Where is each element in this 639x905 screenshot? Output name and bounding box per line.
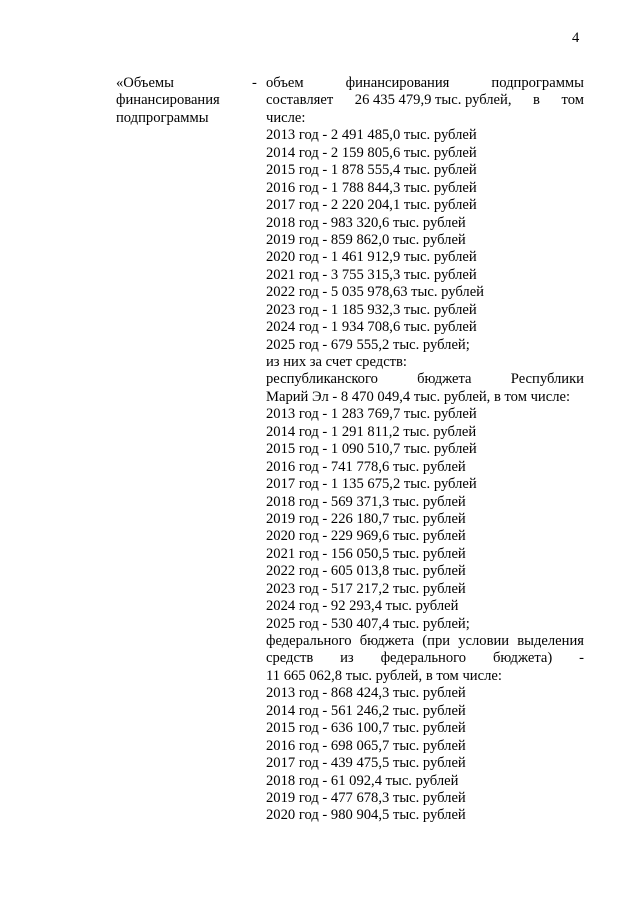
intro-line-1 <box>266 75 584 92</box>
year-amount-line: 2021 год - 3 755 315,3 тыс. рублей <box>266 266 477 283</box>
republican-word: бюджета <box>417 371 472 388</box>
year-amount-line: 2014 год - 561 246,2 тыс. рублей <box>266 702 466 719</box>
federal-word: (при <box>422 633 451 649</box>
label-dash: - <box>252 75 257 91</box>
federal-word: средств <box>266 650 314 667</box>
republican-line-1 <box>266 371 584 388</box>
total-years-list <box>266 127 584 354</box>
year-amount-line: 2015 год - 1 090 510,7 тыс. рублей <box>266 441 477 458</box>
year-amount-line: 2017 год - 2 220 204,1 тыс. рублей <box>266 197 477 214</box>
year-amount-line: 2017 год - 439 475,5 тыс. рублей <box>266 755 466 772</box>
sources-intro: из них за счет средств: <box>266 354 407 370</box>
row-label-line: «Объемы <box>116 75 174 91</box>
year-amount-line: 2019 год - 226 180,7 тыс. рублей <box>266 510 466 527</box>
year-amount-line: 2018 год - 569 371,3 тыс. рублей <box>266 493 466 510</box>
year-amount-line: 2014 год - 2 159 805,6 тыс. рублей <box>266 144 477 161</box>
row-label-line: финансирования <box>116 92 220 109</box>
financing-text-column <box>266 75 584 825</box>
year-amount-line: 2020 год - 229 969,6 тыс. рублей <box>266 528 466 545</box>
federal-word: бюджета) <box>492 650 553 667</box>
year-amount-line: 2024 год - 92 293,4 тыс. рублей <box>266 598 459 615</box>
year-amount-line: 2014 год - 1 291 811,2 тыс. рублей <box>266 423 477 440</box>
year-amount-line: 2021 год - 156 050,5 тыс. рублей <box>266 545 466 562</box>
intro-word: объем <box>266 75 304 91</box>
year-amount-line: 2023 год - 517 217,2 тыс. рублей <box>266 580 466 597</box>
year-amount-line: 2024 год - 1 934 708,6 тыс. рублей <box>266 319 477 336</box>
intro-word: составляет <box>266 92 334 109</box>
year-amount-line: 2018 год - 61 092,4 тыс. рублей <box>266 772 459 789</box>
row-label-column <box>116 75 266 127</box>
federal-word: из <box>340 650 354 667</box>
year-amount-line: 2016 год - 1 788 844,3 тыс. рублей <box>266 179 477 196</box>
federal-word: выделения <box>517 633 584 649</box>
republican-line-2: Марий Эл - 8 470 049,4 тыс. рублей, в том числе: <box>266 388 571 405</box>
year-amount-line: 2020 год - 980 904,5 тыс. рублей <box>266 807 466 824</box>
year-amount-line: 2025 год - 530 407,4 тыс. рублей; <box>266 615 470 632</box>
year-amount-line: 2022 год - 5 035 978,63 тыс. рублей <box>266 284 484 301</box>
year-amount-line: 2018 год - 983 320,6 тыс. рублей <box>266 214 466 231</box>
year-amount-line: 2015 год - 636 100,7 тыс. рублей <box>266 720 466 737</box>
republican-years-list <box>266 406 584 633</box>
federal-line-2 <box>266 650 584 667</box>
intro-line-2 <box>266 92 584 109</box>
intro-word: том <box>561 92 584 109</box>
year-amount-line: 2019 год - 477 678,3 тыс. рублей <box>266 789 466 806</box>
federal-word: - <box>579 650 584 667</box>
republican-word: республиканского <box>266 371 378 388</box>
federal-line-3: 11 665 062,8 тыс. рублей, в том числе: <box>266 667 502 684</box>
page-number: 4 <box>572 30 580 46</box>
intro-word: подпрограммы <box>491 75 584 91</box>
federal-line-1 <box>266 633 584 650</box>
republican-word: Республики <box>510 371 584 388</box>
year-amount-line: 2025 год - 679 555,2 тыс. рублей; <box>266 336 470 353</box>
year-amount-line: 2013 год - 2 491 485,0 тыс. рублей <box>266 127 477 144</box>
federal-word: федерального <box>380 650 467 667</box>
year-amount-line: 2022 год - 605 013,8 тыс. рублей <box>266 563 466 580</box>
intro-word: 26 435 479,9 тыс. рублей, <box>354 92 512 109</box>
row-label-line: подпрограммы <box>116 109 209 126</box>
federal-word: федерального <box>266 633 352 649</box>
year-amount-line: 2017 год - 1 135 675,2 тыс. рублей <box>266 476 477 493</box>
year-amount-line: 2020 год - 1 461 912,9 тыс. рублей <box>266 249 477 266</box>
year-amount-line: 2016 год - 698 065,7 тыс. рублей <box>266 737 466 754</box>
year-amount-line: 2023 год - 1 185 932,3 тыс. рублей <box>266 301 477 318</box>
federal-word: условии <box>458 633 510 649</box>
intro-word: финансирования <box>345 75 450 91</box>
federal-years-list <box>266 685 584 825</box>
year-amount-line: 2013 год - 868 424,3 тыс. рублей <box>266 685 466 702</box>
year-amount-line: 2016 год - 741 778,6 тыс. рублей <box>266 458 466 475</box>
year-amount-line: 2013 год - 1 283 769,7 тыс. рублей <box>266 406 477 423</box>
year-amount-line: 2015 год - 1 878 555,4 тыс. рублей <box>266 162 477 179</box>
year-amount-line: 2019 год - 859 862,0 тыс. рублей <box>266 231 466 248</box>
intro-word: в <box>533 92 540 109</box>
intro-line-3: числе: <box>266 109 306 126</box>
federal-word: бюджета <box>359 633 415 649</box>
